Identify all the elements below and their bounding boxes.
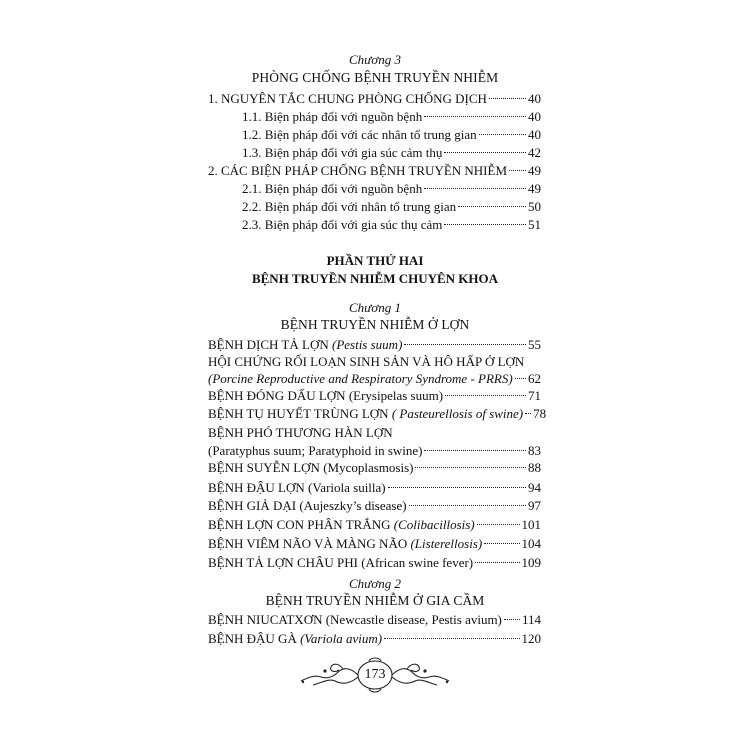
part-heading: PHẦN THỨ HAI [326, 253, 424, 268]
toc-entry: 2. CÁC BIỆN PHÁP CHỐNG BỆNH TRUYỀN NHIỄM 49 [208, 163, 541, 178]
toc-entry: BỆNH TỤ HUYẾT TRÙNG LỢN ( Pasteurellosis of swine) 78 [208, 406, 547, 421]
toc-entry: BỆNH ĐẬU LỢN (Variola suilla) 94 [208, 480, 541, 495]
toc-entry: 2.3. Biện pháp đối với gia súc thụ cảm 51 [242, 217, 541, 232]
toc-entry: BỆNH TẢ LỢN CHÂU PHI (African swine fever) 109 [208, 555, 541, 570]
chapter-1-label: Chương 1 [349, 300, 401, 315]
toc-entry: 1.3. Biện pháp đối với gia súc cảm thụ 42 [242, 145, 541, 160]
chapter-3-title: PHÒNG CHỐNG BỆNH TRUYỀN NHIỄM [251, 70, 499, 85]
toc-entry: (Porcine Reproductive and Respiratory Syndrome - PRRS) 62 [208, 371, 541, 386]
chapter-1-title: BỆNH TRUYỀN NHIỄM Ở LỢN [280, 317, 470, 332]
chapter-2-label: Chương 2 [349, 576, 401, 591]
toc-entry: BỆNH SUYỄN LỢN (Mycoplasmosis) 88 [208, 460, 541, 475]
part-subheading: BỆNH TRUYỀN NHIỄM CHUYÊN KHOA [251, 271, 499, 286]
toc-entry: (Paratyphus suum; Paratyphoid in swine) 83 [208, 443, 541, 458]
page-number: 173 [364, 667, 386, 682]
toc-entry: 1. NGUYÊN TẮC CHUNG PHÒNG CHỐNG DỊCH 40 [208, 91, 541, 106]
chapter-3-label: Chương 3 [349, 52, 401, 67]
toc-entry: 2.1. Biện pháp đối với nguồn bệnh 49 [242, 181, 541, 196]
toc-entry: 1.2. Biện pháp đối với các nhân tố trung gian 40 [242, 127, 541, 142]
toc-entry-title: BỆNH PHÓ THƯƠNG HÀN LỢN [208, 425, 393, 440]
toc-entry: BỆNH ĐÓNG DẤU LỢN (Erysipelas suum) 71 [208, 388, 541, 403]
toc-entry: BỆNH VIÊM NÃO VÀ MÀNG NÃO (Listerellosis) 104 [208, 536, 541, 551]
toc-entry: BỆNH GIẢ DẠI (Aujeszky’s disease) 97 [208, 498, 541, 513]
toc-entry: 1.1. Biện pháp đối với nguồn bệnh 40 [242, 109, 541, 124]
toc-entry-title: HỘI CHỨNG RỐI LOẠN SINH SẢN VÀ HÔ HẤP Ở LỢN [208, 354, 525, 369]
toc-entry: 2.2. Biện pháp đối với nhân tố trung gian 50 [242, 199, 541, 214]
toc-entry: BỆNH NIUCATXƠN (Newcastle disease, Pestis avium) 114 [208, 612, 541, 627]
chapter-2-title: BỆNH TRUYỀN NHIỄM Ở GIA CẦM [265, 593, 485, 608]
toc-entry: BỆNH LỢN CON PHÂN TRẮNG (Colibacillosis) 101 [208, 517, 541, 532]
toc-entry: BỆNH DỊCH TẢ LỢN (Pestis suum) 55 [208, 337, 541, 352]
toc-entry: BỆNH ĐẬU GÀ (Variola avium) 120 [208, 631, 541, 646]
